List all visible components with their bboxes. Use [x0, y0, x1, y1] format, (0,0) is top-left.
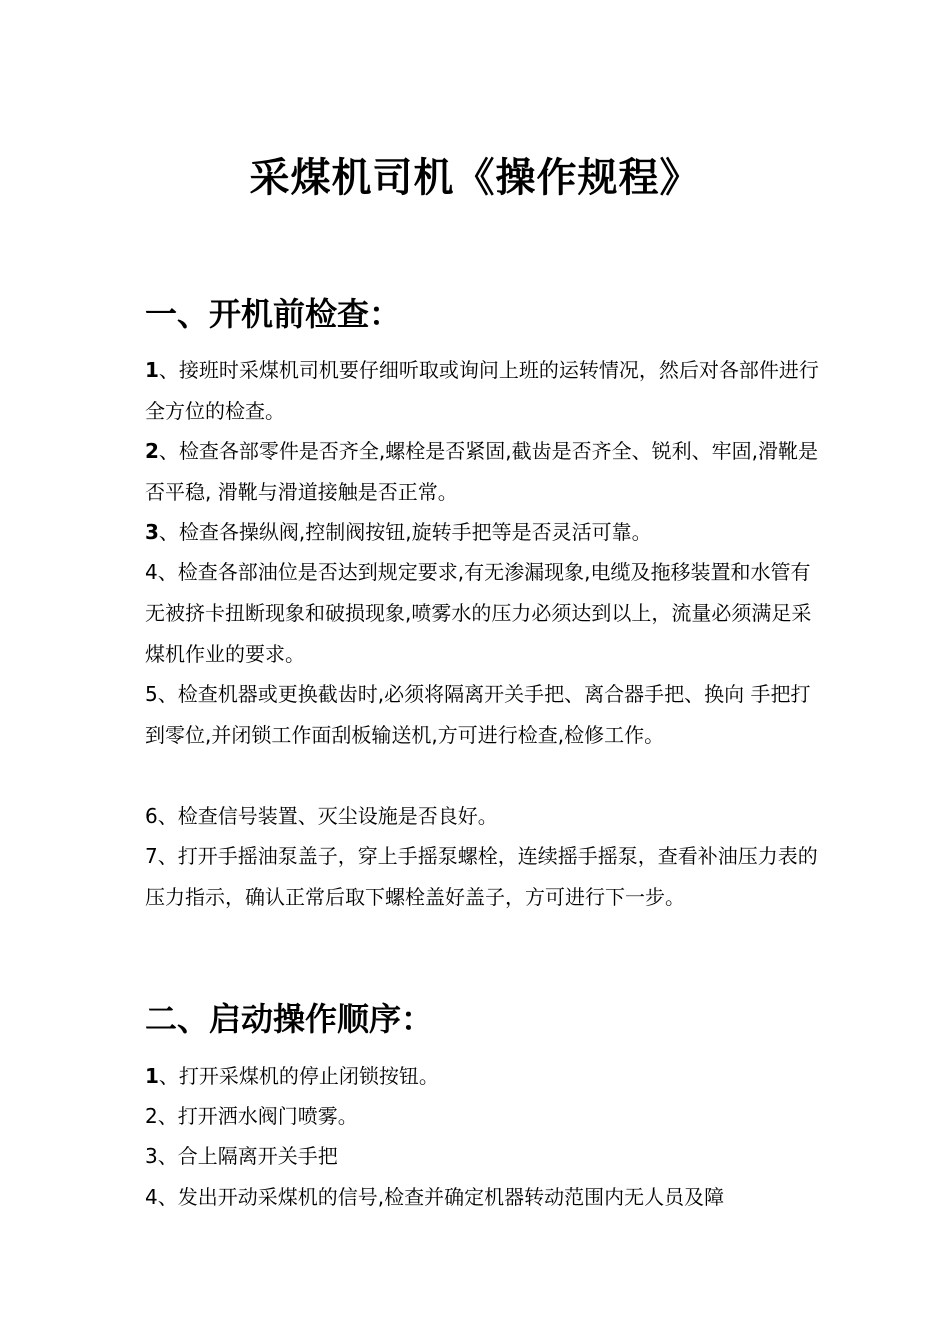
item-text: 、检查信号装置、灭尘设施是否良好。	[157, 804, 498, 828]
item-text: 、检查各操纵阀,控制阀按钮,旋转手把等是否灵活可靠。	[158, 520, 652, 544]
list-item	[145, 1096, 820, 1137]
list-item	[145, 552, 820, 675]
item-text: 、检查机器或更换截齿时,必须将隔离开关手把、离合器手把、换向 手把打到零位,并闭锁工作面刮板输送机,方可进行检查,检修工作。	[145, 682, 811, 747]
list-item	[145, 836, 820, 918]
item-number: 1	[145, 1064, 159, 1088]
item-text: 、发出开动采煤机的信号,检查并确定机器转动范围内无人员及障	[157, 1185, 725, 1209]
item-number: 7	[145, 844, 158, 868]
item-number: 5	[145, 682, 158, 706]
item-text: 、打开手摇油泵盖子，穿上手摇泵螺栓，连续摇手摇泵，查看补油压力表的压力指示，确认正常后取下螺栓盖好盖子，方可进行下一步。	[145, 844, 818, 909]
list-item	[145, 431, 820, 513]
item-number: 2	[145, 1104, 158, 1128]
list-item	[145, 350, 820, 432]
section-heading-pre-start-check: 一、开机前检查：	[145, 295, 402, 333]
list-item	[145, 796, 820, 837]
list-item	[145, 674, 820, 756]
list-item	[145, 512, 820, 553]
item-number: 2	[145, 439, 159, 463]
item-text: 、合上隔离开关手把	[157, 1144, 338, 1168]
item-text: 、检查各部零件是否齐全,螺栓是否紧固,截齿是否齐全、锐利、牢固,滑靴是否平稳, 滑靴与滑道接触是否正常。	[145, 439, 818, 504]
item-number: 1	[145, 358, 159, 382]
list-item	[145, 1177, 820, 1218]
item-text: 、打开洒水阀门喷雾。	[157, 1104, 358, 1128]
item-number: 3	[145, 520, 159, 544]
item-number: 3	[145, 1144, 158, 1168]
list-item	[145, 1136, 820, 1177]
item-number: 6	[145, 804, 158, 828]
item-text: 、检查各部油位是否达到规定要求,有无渗漏现象,电缆及拖移装置和水管有无被挤卡扭断现象和破损现象,喷雾水的压力必须达到以上，流量必须满足采煤机作业的要求。	[145, 560, 812, 666]
item-number: 4	[145, 560, 158, 584]
item-text: 、打开采煤机的停止闭锁按钮。	[158, 1064, 439, 1088]
list-item	[145, 1056, 820, 1097]
document-title: 采煤机司机《操作规程》	[249, 155, 701, 201]
section-heading-startup-sequence: 二、启动操作顺序：	[145, 1000, 434, 1038]
item-text: 、接班时采煤机司机要仔细听取或询问上班的运转情况，然后对各部件进行全方位的检查。	[145, 358, 819, 423]
item-number: 4	[145, 1185, 158, 1209]
